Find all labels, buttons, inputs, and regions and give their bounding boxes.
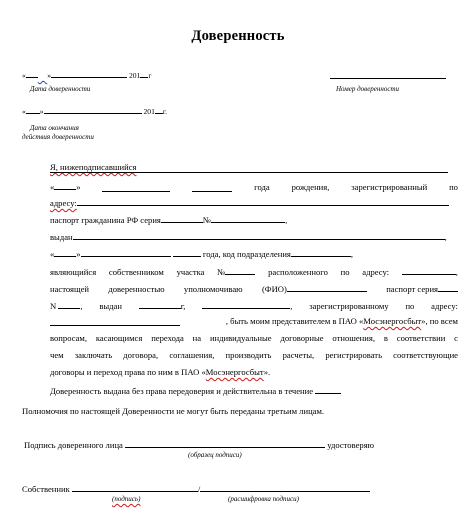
end-date-line: « » 201 г.: [22, 104, 167, 116]
date-line: « » 201 г: [22, 68, 152, 80]
passport-series-field[interactable]: [161, 213, 203, 223]
transfer-note: Полномочия по настоящей Доверенности не могут быть переданы третьим лицам.: [22, 406, 325, 416]
validity-field[interactable]: [315, 384, 341, 394]
address-field[interactable]: [77, 196, 449, 206]
issued-by-field[interactable]: [73, 230, 445, 240]
validity-line: Доверенность выдана без права передоверия и действительна в течение: [50, 384, 341, 396]
owner-decode-label: (расшифровка подписи): [228, 495, 299, 503]
rep-name-field[interactable]: [287, 282, 367, 292]
birth-line: « » года рождения, зарегистрированный по: [50, 182, 458, 192]
address-line: адресу:: [50, 196, 458, 208]
rep-passport-number-field[interactable]: [58, 299, 80, 309]
rep-passport-line: N , выдан г, , зарегистрированному по адресу:: [50, 301, 458, 311]
number-label: Номер доверенности: [336, 85, 400, 93]
issued-line: выдан ,: [50, 232, 447, 242]
birth-month-field[interactable]: [102, 182, 170, 192]
owner-signature-line: Собственник /: [22, 482, 370, 494]
passport-number-field[interactable]: [211, 213, 285, 223]
rep-passport-issuer-field[interactable]: [202, 299, 290, 309]
body-line-11: вопросам, касающимся перехода на индивидуальные договорные отношения, в соответствии с: [50, 333, 458, 343]
sample-signature-label: (образец подписи): [188, 451, 242, 459]
passport-line: паспорт гражданина РФ серия № ,: [50, 215, 288, 225]
rep-passport-series-field[interactable]: [438, 282, 458, 292]
rep-passport-date-field[interactable]: [139, 299, 181, 309]
owner-name-field[interactable]: [200, 482, 370, 492]
birth-year-field[interactable]: [192, 182, 232, 192]
document-title: Доверенность: [191, 28, 285, 44]
month-field[interactable]: [51, 68, 127, 78]
plot-number-field[interactable]: [225, 265, 255, 275]
plot-address-field[interactable]: [402, 265, 456, 275]
body-line-12: чем заключать договора, соглашения, производить расчеты, регистрировать соответствующие: [50, 350, 458, 360]
day-field[interactable]: [26, 68, 38, 78]
date-label: Дата доверенности: [30, 85, 91, 93]
end-day-field[interactable]: [26, 104, 40, 114]
representative-line: , быть моим представителем в ПАО «Мосэнергосбыт», по всем: [50, 316, 458, 326]
trustee-signature-field[interactable]: [125, 438, 325, 448]
issue-day-field[interactable]: [54, 247, 76, 257]
end-date-label-2: действия доверенности: [22, 133, 94, 141]
end-date-label-1: Дата окончания: [30, 124, 79, 132]
birth-day-field[interactable]: [54, 180, 76, 190]
owner-sign-label: (подпись): [112, 495, 141, 503]
issue-year-field[interactable]: [173, 247, 201, 257]
end-month-field[interactable]: [44, 104, 142, 114]
issue-month-field[interactable]: [81, 247, 171, 257]
end-year-field[interactable]: [155, 104, 163, 114]
trustee-signature-line: Подпись доверенного лица удостоверяю: [24, 440, 375, 450]
owner-signature-field[interactable]: [72, 482, 198, 492]
issue-date-line: « » года, код подразделения ,: [50, 249, 354, 259]
division-code-field[interactable]: [291, 247, 351, 257]
rep-address-field[interactable]: [50, 316, 180, 326]
principal-line[interactable]: Я, нижеподписавшийся: [50, 162, 448, 173]
owner-plot-line: являющийся собственником участка № расположенного по адресу: ,: [50, 267, 458, 277]
authorize-line: настоящей доверенностью уполномочиваю (ФИО) паспорт серия: [50, 282, 458, 294]
number-field[interactable]: [330, 78, 446, 79]
body-line-13: договоры и переход права по ним в ПАО «Мосэнергосбыт».: [50, 367, 271, 377]
